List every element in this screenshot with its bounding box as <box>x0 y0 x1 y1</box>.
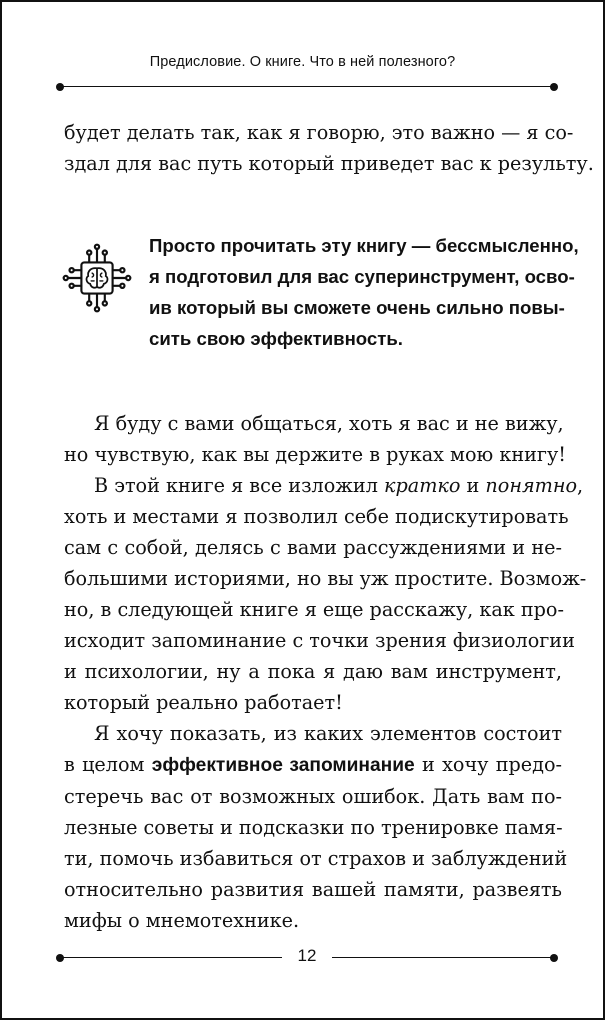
text-line: Я хочу показать, из каких элементов состоит <box>94 722 562 745</box>
text-line: большими историями, но вы уж простите. Возмож- <box>64 567 587 590</box>
text-line: здал для вас путь который приведет вас к результу. <box>64 152 594 175</box>
text-line: но, в следующей книге я еще расскажу, как про- <box>64 598 564 621</box>
text-line: относительно развития вашей памяти, развеять <box>64 878 562 901</box>
text-line: лезные советы и подсказки по тренировке памя- <box>64 816 563 839</box>
main-text <box>64 408 587 936</box>
text-line: хоть и местами я позволил себе подискутировать <box>64 505 569 528</box>
text-line: и психологии, ну а пока я даю вам инструмент, <box>64 660 562 683</box>
text-line: но чувствую, как вы держите в руках мою книгу! <box>64 443 566 466</box>
text-line: будет делать так, как я говорю, это важно — я со- <box>64 121 574 144</box>
emphasis-word: кратко <box>384 474 461 497</box>
callout-line: я подготовил для вас суперинструмент, осво- <box>149 266 575 287</box>
intro-paragraph <box>64 117 594 179</box>
footer-divider-left <box>60 957 282 958</box>
bold-term: эффективное запоминание <box>151 755 415 776</box>
callout-line: Просто прочитать эту книгу — бессмысленно, <box>149 235 579 256</box>
callout-box <box>149 230 579 354</box>
callout-line: ив который вы сможете очень сильно повы- <box>149 297 565 318</box>
footer-divider-right <box>332 957 554 958</box>
text-line: В этой книге я все изложил кратко и понятно, <box>94 474 584 497</box>
text-line: который реально работает! <box>64 691 343 714</box>
brain-chip-icon <box>58 239 136 317</box>
text-line: Я буду с вами общаться, хоть я вас и не вижу, <box>94 412 564 435</box>
emphasis-word: понятно <box>485 474 578 497</box>
text-line: сам с собой, делясь с вами рассуждениями и не- <box>64 536 562 559</box>
text-line: в целом эффективное запоминание и хочу предо- <box>64 753 562 776</box>
running-header: Предисловие. О книге. Что в ней полезного? <box>149 54 456 70</box>
callout-line: сить свою эффективность. <box>149 328 403 349</box>
page-number: 12 <box>297 946 317 965</box>
text-line: исходит запоминание с точки зрения физиологии <box>64 629 575 652</box>
text-line: ти, помочь избавиться от страхов и заблуждений <box>64 847 568 870</box>
text-line: мифы о мнемотехнике. <box>64 909 300 932</box>
header-divider <box>60 86 554 87</box>
text-line: стеречь вас от возможных ошибок. Дать вам по- <box>64 785 562 808</box>
